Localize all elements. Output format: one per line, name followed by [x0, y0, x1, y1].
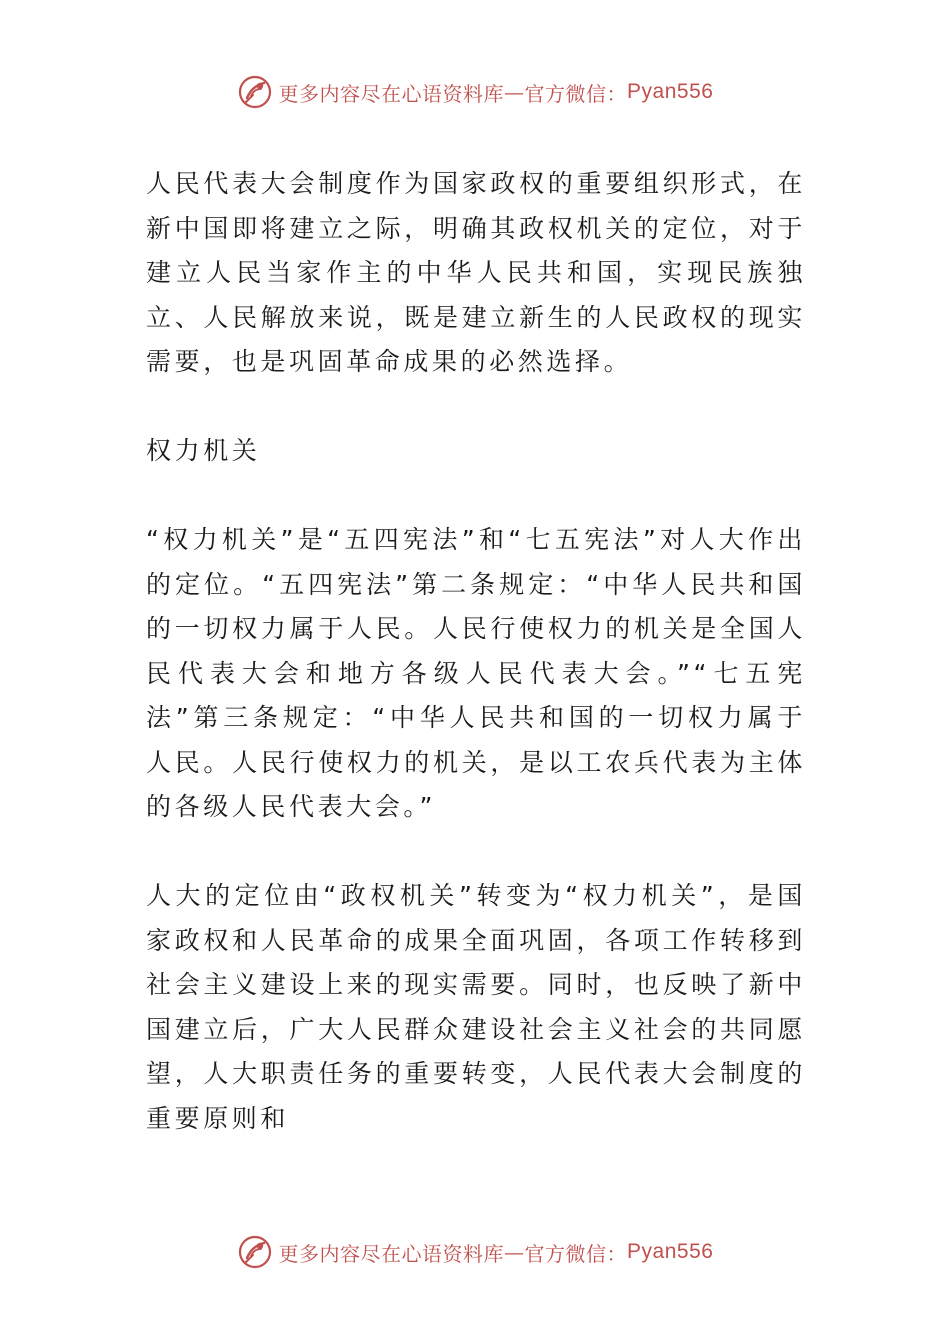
body-paragraph: 人民代表大会制度作为国家政权的重要组织形式，在新中国即将建立之际，明确其政权机关的定位，对于建立人民当家作主的中华人民共和国，实现民族独立、人民解放来说，既是建立新生的人民政权的现实需要，也是巩固革命成果的必然选择。	[146, 169, 806, 376]
banner-wechat-label: 官方微信：	[524, 81, 628, 106]
banner-wechat-id: Pyan556	[627, 80, 714, 103]
document-body	[146, 162, 806, 1186]
banner-dash: —	[504, 1240, 525, 1264]
flower-seal-icon	[237, 74, 273, 110]
flower-seal-icon	[237, 1234, 273, 1270]
footer-banner	[0, 1230, 950, 1274]
banner-main-text: 更多内容尽在心语资料库	[278, 81, 505, 106]
banner-wechat-id: Pyan556	[627, 1240, 714, 1263]
body-paragraph: 人大的定位由“政权机关”转变为“权力机关”，是国家政权和人民革命的成果全面巩固，各项工作转移到社会主义建设上来的现实需要。同时，也反映了新中国建立后，广大人民群众建设社会主义社会的共同愿望，人大职责任务的重要转变，人民代表大会制度的重要原则和	[146, 881, 806, 1133]
banner-main-text: 更多内容尽在心语资料库	[278, 1241, 505, 1266]
banner-dash: —	[504, 80, 525, 104]
banner-wechat-label: 官方微信：	[524, 1241, 628, 1266]
section-heading: 权力机关	[146, 436, 261, 465]
header-banner	[0, 70, 950, 114]
body-paragraph: “权力机关”是“五四宪法”和“七五宪法”对人大作出的定位。“五四宪法”第二条规定：“中华人民共和国的一切权力属于人民。人民行使权力的机关是全国人民代表大会和地方各级人民代表大会。”“七五宪法”第三条规定：“中华人民共和国的一切权力属于人民。人民行使权力的机关，是以工农兵代表为主体的各级人民代表大会。”	[146, 525, 806, 821]
